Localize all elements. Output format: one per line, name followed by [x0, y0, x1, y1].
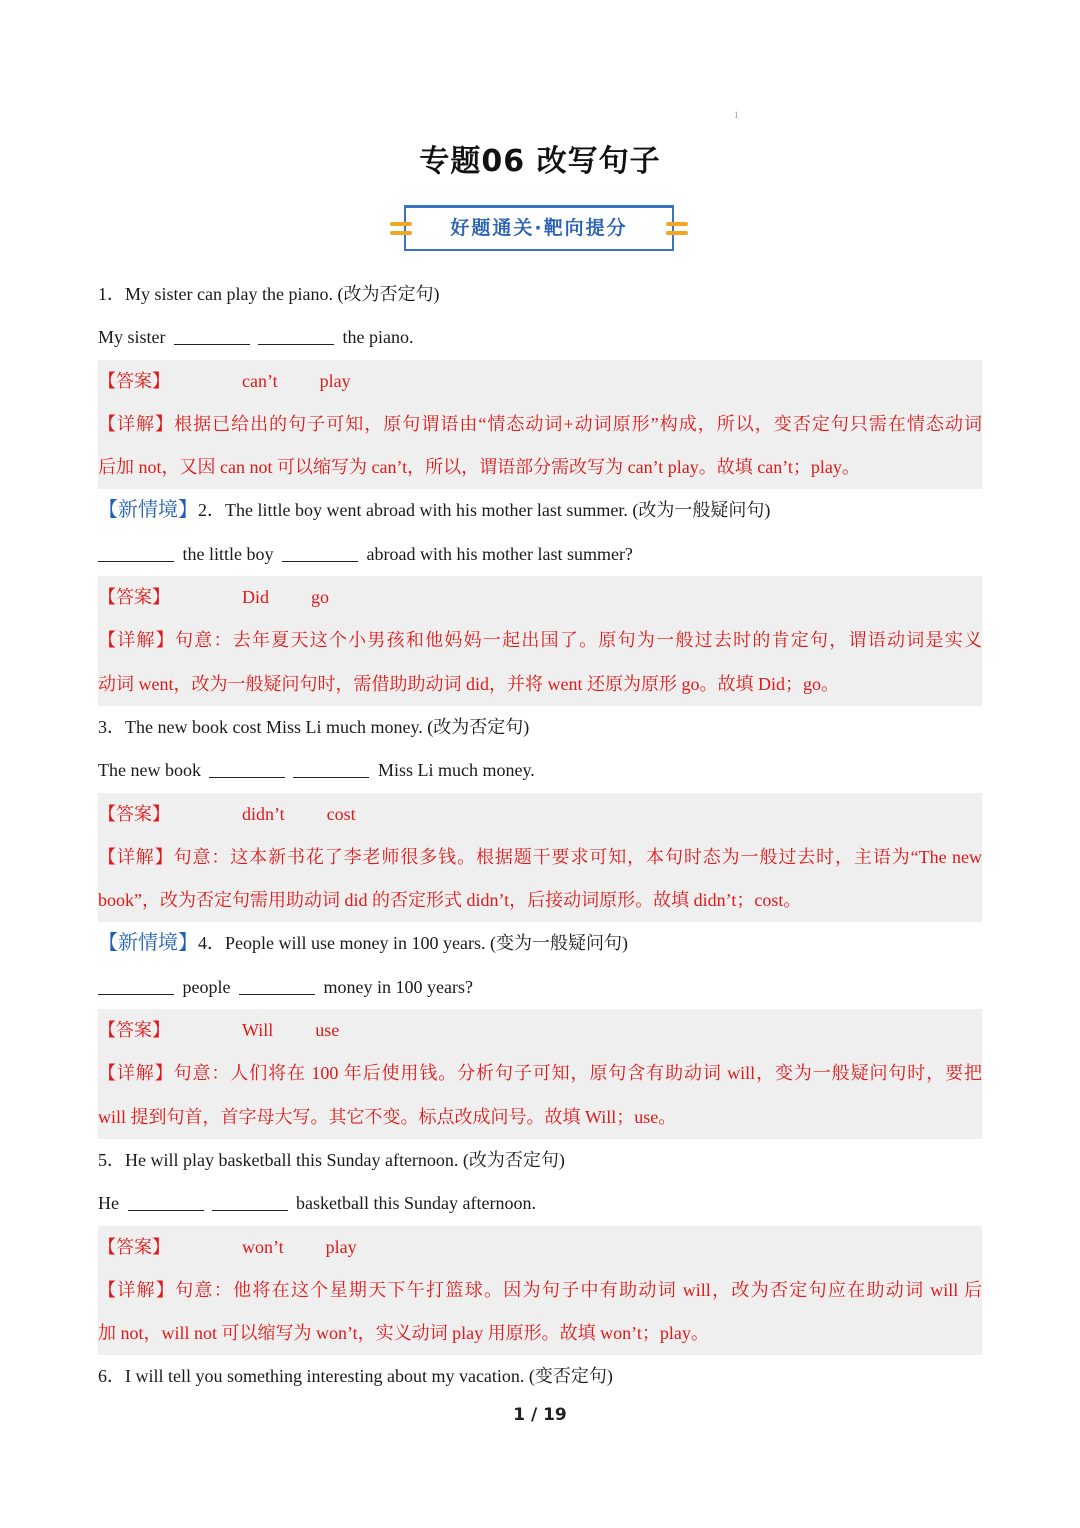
question-5-answer-block — [98, 1226, 982, 1356]
answer-blank — [209, 761, 285, 778]
new-scene-tag: 【新情境】 — [98, 499, 198, 522]
answer-blank — [282, 545, 358, 562]
question-5-prompt: 5．He will play basketball this Sunday afternoon. (改为否定句) — [98, 1149, 565, 1170]
detail-tag: 【详解】 — [98, 1063, 174, 1084]
detail-line-1 — [98, 836, 982, 879]
answer-blank — [212, 1194, 288, 1211]
answer-blank — [98, 978, 174, 995]
answer-1: didn’t — [242, 803, 285, 824]
detail-line-2: book”，改为否定句需用助动词 did 的否定形式 didn’t，后接动词原形。故填 didn’t；cost。 — [98, 890, 802, 911]
fill-post-text: abroad with his mother last summer? — [366, 543, 633, 564]
detail-text: 句意：人们将在 100 年后使用钱。分析句子可知，原句含有助动词 will，变为一般疑问句时，要把 — [173, 1063, 982, 1084]
question-1-fill — [98, 316, 982, 359]
fill-post-text: money in 100 years? — [323, 976, 473, 997]
answer-2: play — [325, 1236, 357, 1257]
detail-line-2: will 提到句首，首字母大写。其它不变。标点改成问号。故填 Will；use。 — [98, 1106, 677, 1127]
answer-blank — [174, 328, 250, 345]
question-6-prompt: 6．I will tell you something interesting about my vacation. (变否定句) — [98, 1366, 613, 1387]
answer-2: go — [311, 587, 329, 608]
fill-post-text: Miss Li much money. — [377, 760, 535, 781]
question-5-fill — [98, 1182, 982, 1225]
page-number: 1 / 19 — [513, 1405, 567, 1425]
answer-line — [98, 793, 982, 836]
question-3-prompt: 3．The new book cost Miss Li much money. (改为否定句) — [98, 716, 530, 737]
section-banner — [386, 205, 692, 253]
answer-blank — [128, 1194, 204, 1211]
detail-line-2: 加 not，will not 可以缩写为 won’t，实义动词 play 用原形。故填 won’t；play。 — [98, 1323, 709, 1344]
answer-1: Did — [242, 587, 269, 608]
question-4-answer-block — [98, 1009, 982, 1139]
detail-tag: 【详解】 — [98, 846, 174, 867]
question-2-prompt — [98, 489, 982, 532]
fill-pre-text: My sister — [98, 327, 166, 348]
question-1-answer-block — [98, 360, 982, 490]
answer-line — [98, 576, 982, 619]
question-4-fill — [98, 966, 982, 1009]
detail-text: 句意：去年夏天这个小男孩和他妈妈一起出国了。原句为一般过去时的肯定句，谓语动词是实义 — [174, 630, 983, 651]
question-1-prompt: 1．My sister can play the piano. (改为否定句) — [98, 284, 440, 304]
fill-mid-text: people — [182, 976, 231, 997]
detail-tag: 【详解】 — [98, 1279, 176, 1300]
fill-post-text: basketball this Sunday afternoon. — [296, 1193, 536, 1214]
answer-2: play — [319, 370, 351, 391]
answer-1: can’t — [242, 370, 278, 391]
answer-tag: 【答案】 — [98, 803, 170, 824]
answer-2: use — [315, 1020, 340, 1041]
question-2-answer-block — [98, 576, 982, 706]
answer-blank — [239, 978, 315, 995]
question-3-fill — [98, 749, 982, 792]
detail-text: 根据已给出的句子可知，原句谓语由“情态动词+动词原形”构成，所以，变否定句只需在情态动词 — [174, 413, 982, 434]
answer-tag: 【答案】 — [98, 370, 170, 391]
detail-line-1 — [98, 403, 982, 446]
prompt-text: 4．People will use money in 100 years. (变为一般疑问句) — [198, 933, 628, 954]
detail-line-1 — [98, 619, 982, 662]
banner-label: 好题通关·靶向提分 — [450, 217, 628, 239]
fill-post-text: the piano. — [342, 327, 414, 348]
detail-line-1 — [98, 1269, 982, 1312]
answer-1: Will — [242, 1020, 274, 1041]
fill-pre-text: He — [98, 1193, 119, 1214]
answer-2: cost — [326, 803, 356, 824]
answer-line — [98, 360, 982, 403]
answer-tag: 【答案】 — [98, 1020, 170, 1041]
question-4-prompt — [98, 922, 982, 965]
detail-line-1 — [98, 1052, 982, 1095]
answer-1: won’t — [242, 1236, 284, 1257]
page-title: 专题06 改写句子 — [419, 144, 661, 179]
question-list — [98, 273, 982, 1399]
prompt-text: 2．The little boy went abroad with his mother last summer. (改为一般疑问句) — [198, 500, 771, 521]
detail-tag: 【详解】 — [98, 630, 175, 651]
detail-line-2: 后加 not，又因 can not 可以缩写为 can’t，所以，谓语部分需改写为 can’t play。故填 can’t；play。 — [98, 457, 860, 478]
answer-line — [98, 1226, 982, 1269]
detail-text: 句意：他将在这个星期天下午打篮球。因为句子中有助动词 will，改为否定句应在助动词 will 后 — [175, 1279, 983, 1300]
answer-tag: 【答案】 — [98, 1236, 170, 1257]
header-mark: 1 — [734, 110, 739, 120]
detail-tag: 【详解】 — [98, 413, 175, 434]
answer-tag: 【答案】 — [98, 587, 170, 608]
detail-text: 句意：这本新书花了李老师很多钱。根据题干要求可知，本句时态为一般过去时，主语为“The new — [173, 846, 982, 867]
answer-blank — [98, 545, 174, 562]
answer-line — [98, 1009, 982, 1052]
fill-pre-text: The new book — [98, 760, 201, 781]
fill-mid-text: the little boy — [182, 543, 274, 564]
answer-blank — [293, 761, 369, 778]
question-3-answer-block — [98, 793, 982, 923]
new-scene-tag: 【新情境】 — [98, 932, 198, 955]
question-2-fill — [98, 533, 982, 576]
detail-line-2: 动词 went，改为一般疑问句时，需借助助动词 did，并将 went 还原为原形 go。故填 Did；go。 — [98, 673, 839, 694]
answer-blank — [258, 328, 334, 345]
